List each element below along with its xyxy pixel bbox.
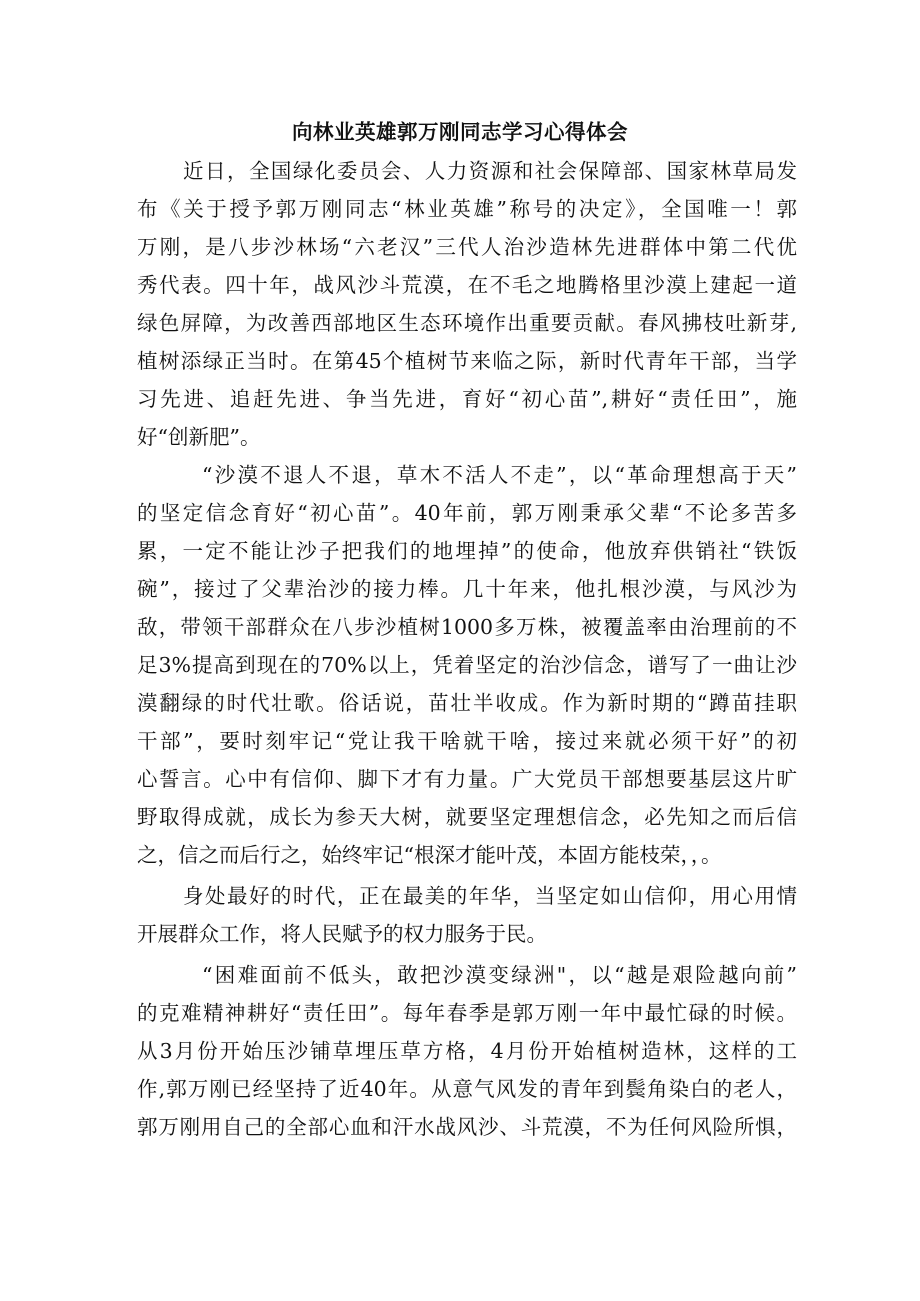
paragraph-2-line-1: “沙漠不退人不退，草木不活人不走”，以“革命理想高于天” <box>202 463 797 487</box>
paragraph-4-line-3: 从3月份开始压沙铺草埋压草方格，4月份开始植树造林，这样的工 <box>137 1039 797 1063</box>
paragraph-2-line-4: 碗”，接过了父辈治沙的接力棒。几十年来，他扎根沙漠，与风沙为 <box>137 577 797 601</box>
paragraph-2-line-2: 的坚定信念育好“初心苗”。40年前，郭万刚秉承父辈“不论多苦多 <box>137 501 797 525</box>
paragraph-2-line-8: 干部”，要时刻牢记“党让我干啥就干啥，接过来就必须干好”的初 <box>137 729 797 753</box>
paragraph-4-line-4: 作,郭万刚已经坚持了近40年。从意气风发的青年到鬓角染白的老人， <box>137 1077 797 1101</box>
paragraph-2-line-6: 足3%提高到现在的70%以上，凭着坚定的治沙信念，谱写了一曲让沙 <box>137 653 797 677</box>
paragraph-4-line-5: 郭万刚用自己的全部心血和汗水战风沙、斗荒漠，不为任何风险所惧， <box>137 1115 797 1139</box>
paragraph-4-line-2: 的克难精神耕好“责任田”。每年春季是郭万刚一年中最忙碌的时候。 <box>137 1001 797 1025</box>
paragraph-2-line-11: 之，信之而后行之，始终牢记“根深才能叶茂，本固方能枝荣，，。 <box>137 843 722 867</box>
paragraph-1-line-1: 近日，全国绿化委员会、人力资源和社会保障部、国家林草局发 <box>183 159 797 183</box>
paragraph-2-line-3: 累，一定不能让沙子把我们的地埋掉”的使命，他放弃供销社“铁饭 <box>137 539 797 563</box>
paragraph-2-line-9: 心誓言。心中有信仰、脚下才有力量。广大党员干部想要基层这片旷 <box>137 767 797 791</box>
paragraph-1-line-3: 万刚，是八步沙林场“六老汉”三代人治沙造林先进群体中第二代优 <box>137 235 797 259</box>
paragraph-2-line-10: 野取得成就，成长为参天大树，就要坚定理想信念，必先知之而后信 <box>137 805 797 829</box>
paragraph-3-line-1: 身处最好的时代，正在最美的年华，当坚定如山信仰，用心用情 <box>183 884 797 908</box>
paragraph-1-line-4: 秀代表。四十年，战风沙斗荒漠，在不毛之地腾格里沙漠上建起一道 <box>137 273 797 297</box>
paragraph-2-line-5: 敌，带领干部群众在八步沙植树1000多万株，被覆盖率由治理前的不 <box>137 615 797 639</box>
document-title: 向林业英雄郭万刚同志学习心得体会 <box>292 120 628 144</box>
paragraph-1-line-5: 绿色屏障，为改善西部地区生态环境作出重要贡献。春风拂枝吐新芽, <box>137 311 797 335</box>
paragraph-1-line-8: 好“创新肥”。 <box>137 425 261 449</box>
paragraph-4-line-1: “困难面前不低头，敢把沙漠变绿洲"，以“越是艰险越向前” <box>202 963 797 987</box>
paragraph-2-line-7: 漠翻绿的时代壮歌。俗话说，苗壮半收成。作为新时期的“蹲苗挂职 <box>137 691 797 715</box>
paragraph-1-line-2: 布《关于授予郭万刚同志“林业英雄”称号的决定》，全国唯一！郭 <box>137 197 797 221</box>
paragraph-1-line-6: 植树添绿正当时。在第45个植树节来临之际，新时代青年干部，当学 <box>137 349 797 373</box>
paragraph-1-line-7: 习先进、追赶先进、争当先进，育好“初心苗”,耕好“责任田”，施 <box>137 387 797 411</box>
paragraph-3-line-2: 开展群众工作，将人民赋予的权力服务于民。 <box>137 922 547 946</box>
